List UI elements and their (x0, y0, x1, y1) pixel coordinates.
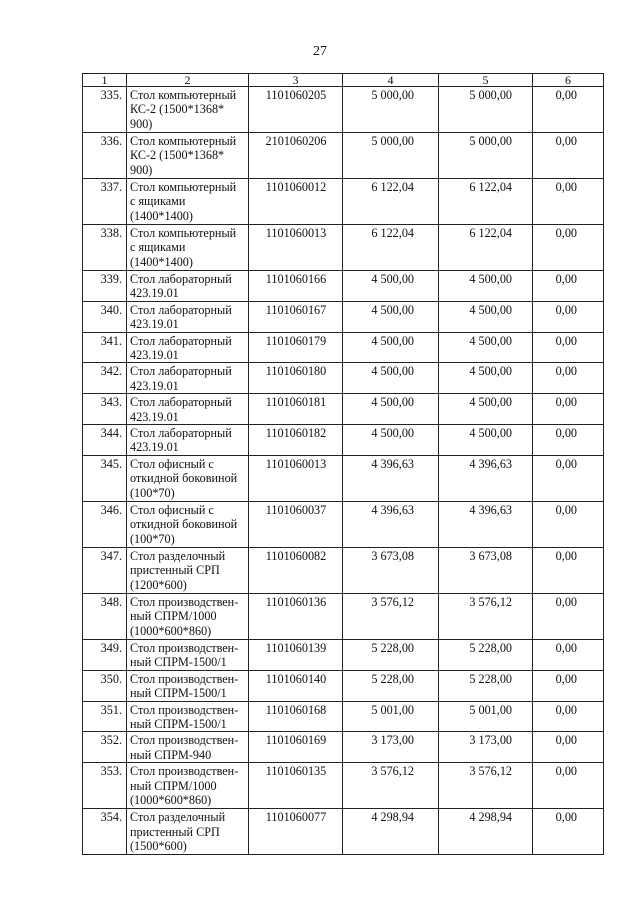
depreciation-value: 4 500,00 (439, 394, 533, 425)
depreciation-value: 4 298,94 (439, 809, 533, 855)
table-row (83, 425, 604, 456)
residual-value: 0,00 (533, 394, 604, 425)
balance-value: 5 000,00 (343, 133, 439, 179)
inventory-number: 1101060012 (249, 179, 343, 225)
depreciation-value: 5 001,00 (439, 701, 533, 732)
depreciation-value: 4 396,63 (439, 501, 533, 547)
depreciation-value: 4 396,63 (439, 455, 533, 501)
inventory-number: 1101060013 (249, 225, 343, 271)
balance-value: 4 500,00 (343, 425, 439, 456)
depreciation-value: 5 000,00 (439, 133, 533, 179)
row-number: 343. (83, 394, 127, 425)
balance-value: 3 576,12 (343, 593, 439, 639)
balance-value: 4 396,63 (343, 501, 439, 547)
item-name: Стол офисный с откидной боковиной (100*70) (127, 455, 249, 501)
item-name: Стол компьютерный с ящиками (1400*1400) (127, 225, 249, 271)
row-number: 349. (83, 639, 127, 670)
column-header: 2 (127, 74, 249, 87)
inventory-number: 1101060077 (249, 809, 343, 855)
row-number: 338. (83, 225, 127, 271)
table-row (83, 87, 604, 133)
item-name: Стол лабораторный 423.19.01 (127, 425, 249, 456)
residual-value: 0,00 (533, 363, 604, 394)
balance-value: 4 500,00 (343, 301, 439, 332)
balance-value: 4 500,00 (343, 363, 439, 394)
depreciation-value: 6 122,04 (439, 225, 533, 271)
inventory-number: 1101060013 (249, 455, 343, 501)
item-name: Стол производствен- ный СПРМ/1000 (1000*600*860) (127, 593, 249, 639)
table-row (83, 394, 604, 425)
inventory-number: 1101060135 (249, 763, 343, 809)
table-row (83, 301, 604, 332)
balance-value: 4 396,63 (343, 455, 439, 501)
row-number: 346. (83, 501, 127, 547)
item-name: Стол производствен- ный СПРМ/1000 (1000*600*860) (127, 763, 249, 809)
table-row (83, 363, 604, 394)
inventory-number: 1101060181 (249, 394, 343, 425)
balance-value: 3 673,08 (343, 547, 439, 593)
balance-value: 5 228,00 (343, 670, 439, 701)
balance-value: 3 576,12 (343, 763, 439, 809)
depreciation-value: 4 500,00 (439, 425, 533, 456)
item-name: Стол компьютерный КС-2 (1500*1368* 900) (127, 133, 249, 179)
table-row (83, 547, 604, 593)
balance-value: 3 173,00 (343, 732, 439, 763)
depreciation-value: 4 500,00 (439, 271, 533, 302)
row-number: 345. (83, 455, 127, 501)
row-number: 353. (83, 763, 127, 809)
inventory-number: 1101060082 (249, 547, 343, 593)
page-number: 27 (313, 44, 327, 59)
item-name: Стол разделочный пристенный СРП (1200*600) (127, 547, 249, 593)
header-row (83, 74, 604, 87)
residual-value: 0,00 (533, 87, 604, 133)
residual-value: 0,00 (533, 501, 604, 547)
residual-value: 0,00 (533, 732, 604, 763)
residual-value: 0,00 (533, 701, 604, 732)
balance-value: 5 001,00 (343, 701, 439, 732)
table-row (83, 670, 604, 701)
inventory-table (82, 73, 604, 855)
residual-value: 0,00 (533, 225, 604, 271)
balance-value: 5 000,00 (343, 87, 439, 133)
table-row (83, 271, 604, 302)
depreciation-value: 5 228,00 (439, 670, 533, 701)
residual-value: 0,00 (533, 809, 604, 855)
row-number: 344. (83, 425, 127, 456)
balance-value: 6 122,04 (343, 225, 439, 271)
row-number: 342. (83, 363, 127, 394)
item-name: Стол лабораторный 423.19.01 (127, 301, 249, 332)
item-name: Стол производствен- ный СПРМ-1500/1 (127, 639, 249, 670)
row-number: 339. (83, 271, 127, 302)
residual-value: 0,00 (533, 763, 604, 809)
depreciation-value: 5 000,00 (439, 87, 533, 133)
residual-value: 0,00 (533, 271, 604, 302)
table-row (83, 809, 604, 855)
column-header: 5 (439, 74, 533, 87)
residual-value: 0,00 (533, 301, 604, 332)
row-number: 351. (83, 701, 127, 732)
row-number: 340. (83, 301, 127, 332)
table-row (83, 455, 604, 501)
inventory-number: 1101060205 (249, 87, 343, 133)
inventory-number: 1101060037 (249, 501, 343, 547)
residual-value: 0,00 (533, 670, 604, 701)
item-name: Стол офисный с откидной боковиной (100*70) (127, 501, 249, 547)
depreciation-value: 4 500,00 (439, 301, 533, 332)
residual-value: 0,00 (533, 455, 604, 501)
inventory-number: 1101060179 (249, 332, 343, 363)
residual-value: 0,00 (533, 133, 604, 179)
depreciation-value: 3 576,12 (439, 763, 533, 809)
table-row (83, 133, 604, 179)
inventory-number: 1101060169 (249, 732, 343, 763)
inventory-number: 1101060167 (249, 301, 343, 332)
item-name: Стол разделочный пристенный СРП (1500*600) (127, 809, 249, 855)
depreciation-value: 3 673,08 (439, 547, 533, 593)
inventory-number: 1101060136 (249, 593, 343, 639)
residual-value: 0,00 (533, 547, 604, 593)
depreciation-value: 5 228,00 (439, 639, 533, 670)
inventory-number: 1101060166 (249, 271, 343, 302)
item-name: Стол компьютерный с ящиками (1400*1400) (127, 179, 249, 225)
item-name: Стол лабораторный 423.19.01 (127, 271, 249, 302)
column-header: 4 (343, 74, 439, 87)
row-number: 352. (83, 732, 127, 763)
table-row (83, 732, 604, 763)
depreciation-value: 4 500,00 (439, 363, 533, 394)
residual-value: 0,00 (533, 332, 604, 363)
depreciation-value: 6 122,04 (439, 179, 533, 225)
residual-value: 0,00 (533, 593, 604, 639)
balance-value: 4 500,00 (343, 332, 439, 363)
row-number: 348. (83, 593, 127, 639)
balance-value: 5 228,00 (343, 639, 439, 670)
row-number: 336. (83, 133, 127, 179)
column-header: 3 (249, 74, 343, 87)
row-number: 337. (83, 179, 127, 225)
table-row (83, 332, 604, 363)
residual-value: 0,00 (533, 639, 604, 670)
residual-value: 0,00 (533, 179, 604, 225)
item-name: Стол производствен- ный СПРМ-940 (127, 732, 249, 763)
table-row (83, 701, 604, 732)
column-header: 1 (83, 74, 127, 87)
row-number: 341. (83, 332, 127, 363)
balance-value: 4 500,00 (343, 271, 439, 302)
inventory-number: 1101060182 (249, 425, 343, 456)
balance-value: 6 122,04 (343, 179, 439, 225)
row-number: 350. (83, 670, 127, 701)
item-name: Стол лабораторный 423.19.01 (127, 394, 249, 425)
balance-value: 4 500,00 (343, 394, 439, 425)
item-name: Стол производствен- ный СПРМ-1500/1 (127, 670, 249, 701)
row-number: 335. (83, 87, 127, 133)
row-number: 347. (83, 547, 127, 593)
item-name: Стол компьютерный КС-2 (1500*1368* 900) (127, 87, 249, 133)
table-row (83, 179, 604, 225)
item-name: Стол производствен- ный СПРМ-1500/1 (127, 701, 249, 732)
item-name: Стол лабораторный 423.19.01 (127, 363, 249, 394)
residual-value: 0,00 (533, 425, 604, 456)
inventory-number: 1101060139 (249, 639, 343, 670)
inventory-number: 2101060206 (249, 133, 343, 179)
depreciation-value: 4 500,00 (439, 332, 533, 363)
table-row (83, 593, 604, 639)
inventory-number: 1101060168 (249, 701, 343, 732)
column-header: 6 (533, 74, 604, 87)
table-row (83, 639, 604, 670)
balance-value: 4 298,94 (343, 809, 439, 855)
depreciation-value: 3 576,12 (439, 593, 533, 639)
table-row (83, 225, 604, 271)
depreciation-value: 3 173,00 (439, 732, 533, 763)
row-number: 354. (83, 809, 127, 855)
item-name: Стол лабораторный 423.19.01 (127, 332, 249, 363)
inventory-number: 1101060180 (249, 363, 343, 394)
table-row (83, 763, 604, 809)
table-row (83, 501, 604, 547)
inventory-number: 1101060140 (249, 670, 343, 701)
